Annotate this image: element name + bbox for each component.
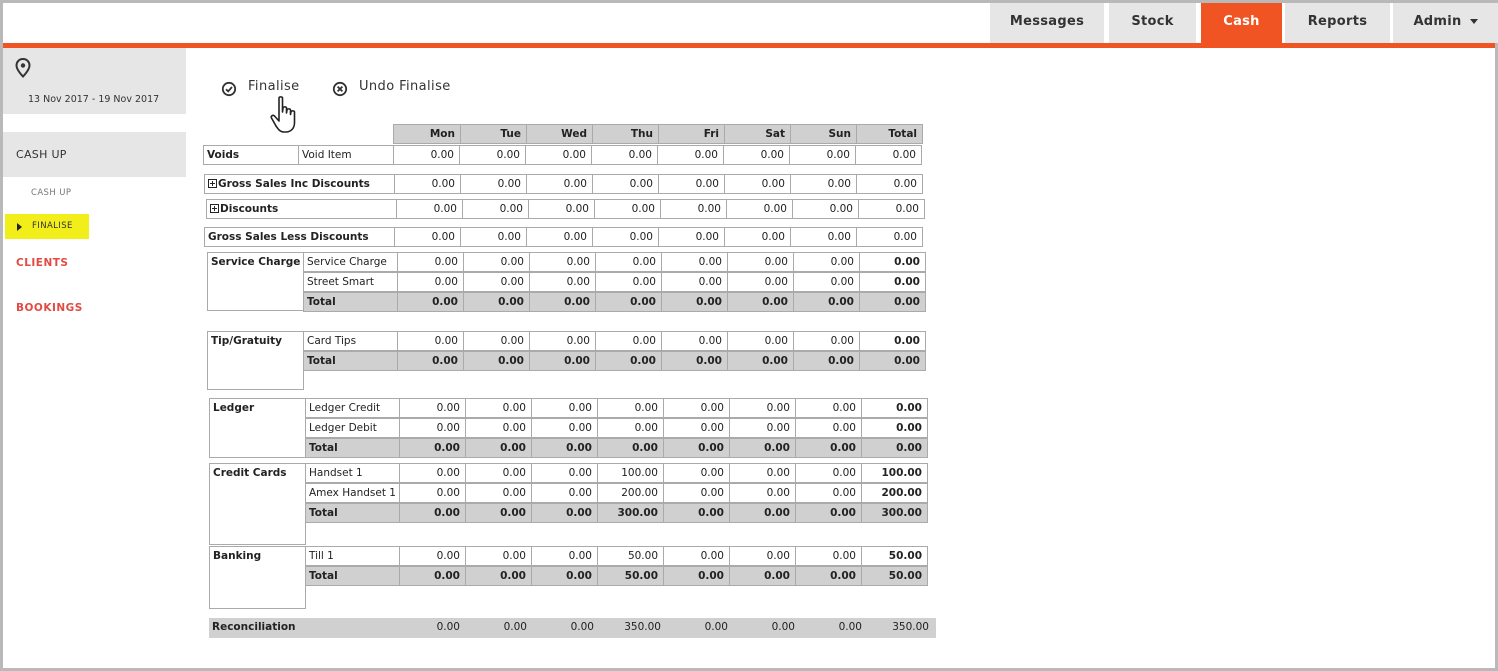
row-value-service-charge-sun: 0.00 bbox=[793, 272, 860, 292]
row-value-credit-cards-wed: 0.00 bbox=[531, 463, 598, 483]
row-value-banking-tue: 0.00 bbox=[465, 566, 532, 586]
row-value-banking-mon: 0.00 bbox=[399, 566, 466, 586]
row-value-tip-gratuity-wed: 0.00 bbox=[529, 331, 596, 351]
nav-reports-button[interactable]: Reports bbox=[1285, 3, 1390, 43]
voids-value-thu: 0.00 bbox=[591, 145, 658, 165]
row-value-credit-cards-fri: 0.00 bbox=[663, 483, 730, 503]
row-value-ledger-tue: 0.00 bbox=[465, 438, 532, 458]
row-value-service-charge-sat: 0.00 bbox=[727, 272, 794, 292]
row-value-credit-cards-total: 100.00 bbox=[861, 463, 928, 483]
sidebar-item-clients[interactable]: CLIENTS bbox=[16, 257, 69, 269]
row-value-banking-fri: 0.00 bbox=[663, 546, 730, 566]
row-value-tip-gratuity-fri: 0.00 bbox=[661, 331, 728, 351]
row-value-banking-sat: 0.00 bbox=[729, 546, 796, 566]
row-value-service-charge-total: 0.00 bbox=[859, 252, 926, 272]
row-label-service-charge: Total bbox=[303, 292, 398, 312]
row-label-service-charge: Service Charge bbox=[303, 252, 398, 272]
undo-finalise-button[interactable] bbox=[332, 79, 451, 94]
row-value-service-charge-total: 0.00 bbox=[859, 292, 926, 312]
group-credit-cards: Credit Cards bbox=[209, 463, 306, 545]
discounts-value-wed: 0.00 bbox=[528, 199, 595, 219]
group-service-charge: Service Charge bbox=[207, 252, 304, 311]
row-value-tip-gratuity-thu: 0.00 bbox=[595, 351, 662, 371]
row-value-tip-gratuity-total: 0.00 bbox=[859, 351, 926, 371]
row-value-service-charge-sat: 0.00 bbox=[727, 252, 794, 272]
date-range: 13 Nov 2017 - 19 Nov 2017 bbox=[28, 94, 160, 105]
row-value-tip-gratuity-sun: 0.00 bbox=[793, 351, 860, 371]
row-value-ledger-total: 0.00 bbox=[861, 398, 928, 418]
chevron-down-icon bbox=[1470, 19, 1478, 24]
gross-sales-less-value-sat: 0.00 bbox=[724, 227, 791, 247]
gross-sales-less-label: Gross Sales Less Discounts bbox=[204, 227, 395, 247]
sidebar-item-finalise-label: FINALISE bbox=[32, 221, 73, 231]
row-value-credit-cards-sat: 0.00 bbox=[729, 483, 796, 503]
row-value-service-charge-tue: 0.00 bbox=[463, 292, 530, 312]
row-value-credit-cards-tue: 0.00 bbox=[465, 503, 532, 523]
voids-value-sun: 0.00 bbox=[789, 145, 856, 165]
top-nav bbox=[3, 3, 1495, 43]
row-label-credit-cards: Total bbox=[305, 503, 400, 523]
voids-value-total: 0.00 bbox=[855, 145, 922, 165]
discounts-value-fri: 0.00 bbox=[660, 199, 727, 219]
reconciliation-value-tue: 0.00 bbox=[503, 621, 527, 633]
nav-cash-button[interactable]: Cash bbox=[1201, 3, 1282, 43]
reconciliation-row bbox=[209, 618, 936, 638]
row-value-credit-cards-total: 200.00 bbox=[861, 483, 928, 503]
row-value-service-charge-sun: 0.00 bbox=[793, 292, 860, 312]
row-value-ledger-tue: 0.00 bbox=[465, 398, 532, 418]
row-value-credit-cards-sun: 0.00 bbox=[795, 463, 862, 483]
nav-admin-dropdown[interactable] bbox=[1393, 3, 1498, 43]
voids-item-label: Void Item bbox=[298, 145, 394, 165]
row-value-ledger-total: 0.00 bbox=[861, 438, 928, 458]
gross-sales-inc-value-sun: 0.00 bbox=[790, 174, 857, 194]
row-value-banking-sun: 0.00 bbox=[795, 566, 862, 586]
expand-plus-icon[interactable] bbox=[210, 204, 219, 213]
row-value-ledger-sat: 0.00 bbox=[729, 418, 796, 438]
row-value-tip-gratuity-tue: 0.00 bbox=[463, 331, 530, 351]
discounts-value-tue: 0.00 bbox=[462, 199, 529, 219]
row-value-ledger-thu: 0.00 bbox=[597, 398, 664, 418]
reconciliation-value-wed: 0.00 bbox=[570, 621, 594, 633]
row-value-credit-cards-tue: 0.00 bbox=[465, 483, 532, 503]
row-label-banking: Total bbox=[305, 566, 400, 586]
row-value-service-charge-sat: 0.00 bbox=[727, 292, 794, 312]
cancel-circle-icon bbox=[332, 81, 348, 101]
row-value-credit-cards-mon: 0.00 bbox=[399, 463, 466, 483]
row-value-ledger-thu: 0.00 bbox=[597, 418, 664, 438]
date-selector[interactable] bbox=[3, 48, 186, 114]
reconciliation-value-mon: 0.00 bbox=[436, 621, 460, 633]
voids-value-fri: 0.00 bbox=[657, 145, 724, 165]
row-value-ledger-fri: 0.00 bbox=[663, 418, 730, 438]
location-pin-icon bbox=[15, 58, 31, 82]
row-value-credit-cards-sun: 0.00 bbox=[795, 483, 862, 503]
row-value-ledger-mon: 0.00 bbox=[399, 398, 466, 418]
row-value-banking-total: 50.00 bbox=[861, 566, 928, 586]
row-value-tip-gratuity-total: 0.00 bbox=[859, 331, 926, 351]
reconciliation-label: Reconciliation bbox=[212, 621, 296, 633]
gross-sales-less-value-sun: 0.00 bbox=[790, 227, 857, 247]
accent-bar bbox=[3, 43, 1495, 48]
undo-finalise-label: Undo Finalise bbox=[359, 79, 451, 94]
row-value-service-charge-wed: 0.00 bbox=[529, 272, 596, 292]
row-value-banking-thu: 50.00 bbox=[597, 566, 664, 586]
row-value-service-charge-mon: 0.00 bbox=[397, 272, 464, 292]
row-value-credit-cards-sun: 0.00 bbox=[795, 503, 862, 523]
row-value-ledger-mon: 0.00 bbox=[399, 438, 466, 458]
column-header-thu: Thu bbox=[592, 124, 659, 144]
row-value-tip-gratuity-mon: 0.00 bbox=[397, 351, 464, 371]
row-value-banking-sat: 0.00 bbox=[729, 566, 796, 586]
row-value-ledger-sun: 0.00 bbox=[795, 398, 862, 418]
row-value-banking-thu: 50.00 bbox=[597, 546, 664, 566]
row-value-service-charge-total: 0.00 bbox=[859, 272, 926, 292]
discounts-value-mon: 0.00 bbox=[396, 199, 463, 219]
row-value-banking-wed: 0.00 bbox=[531, 566, 598, 586]
row-value-credit-cards-thu: 200.00 bbox=[597, 483, 664, 503]
sidebar-item-finalise[interactable] bbox=[5, 214, 89, 239]
row-label-service-charge: Street Smart bbox=[303, 272, 398, 292]
gross-sales-inc-value-tue: 0.00 bbox=[460, 174, 527, 194]
row-value-tip-gratuity-sat: 0.00 bbox=[727, 351, 794, 371]
finalise-label: Finalise bbox=[248, 79, 300, 94]
row-value-ledger-sun: 0.00 bbox=[795, 438, 862, 458]
voids-value-tue: 0.00 bbox=[459, 145, 526, 165]
gross-sales-inc-value-wed: 0.00 bbox=[526, 174, 593, 194]
sidebar-item-cash-up[interactable]: CASH UP bbox=[31, 188, 72, 198]
row-value-ledger-wed: 0.00 bbox=[531, 438, 598, 458]
row-label-credit-cards: Handset 1 bbox=[305, 463, 400, 483]
row-label-ledger: Total bbox=[305, 438, 400, 458]
row-value-banking-total: 50.00 bbox=[861, 546, 928, 566]
row-value-ledger-thu: 0.00 bbox=[597, 438, 664, 458]
row-value-ledger-sat: 0.00 bbox=[729, 438, 796, 458]
row-value-service-charge-tue: 0.00 bbox=[463, 252, 530, 272]
row-value-tip-gratuity-mon: 0.00 bbox=[397, 331, 464, 351]
discounts-label: Discounts bbox=[206, 199, 397, 219]
column-header-sun: Sun bbox=[790, 124, 857, 144]
row-value-banking-tue: 0.00 bbox=[465, 546, 532, 566]
row-value-service-charge-wed: 0.00 bbox=[529, 292, 596, 312]
hand-pointer-icon bbox=[269, 95, 303, 139]
row-label-tip-gratuity: Card Tips bbox=[303, 331, 398, 351]
voids-value-sat: 0.00 bbox=[723, 145, 790, 165]
expand-plus-icon[interactable] bbox=[208, 179, 217, 188]
caret-right-icon bbox=[17, 223, 22, 231]
gross-sales-inc-value-sat: 0.00 bbox=[724, 174, 791, 194]
gross-sales-inc-value-thu: 0.00 bbox=[592, 174, 659, 194]
reconciliation-value-fri: 0.00 bbox=[704, 621, 728, 633]
reconciliation-value-sat: 0.00 bbox=[771, 621, 795, 633]
discounts-value-thu: 0.00 bbox=[594, 199, 661, 219]
column-header-mon: Mon bbox=[393, 124, 461, 144]
row-value-banking-fri: 0.00 bbox=[663, 566, 730, 586]
row-value-banking-mon: 0.00 bbox=[399, 546, 466, 566]
row-value-ledger-wed: 0.00 bbox=[531, 418, 598, 438]
row-label-ledger: Ledger Credit bbox=[305, 398, 400, 418]
row-value-tip-gratuity-sun: 0.00 bbox=[793, 331, 860, 351]
nav-messages-button[interactable]: Messages bbox=[990, 3, 1104, 43]
row-label-banking: Till 1 bbox=[305, 546, 400, 566]
gross-sales-less-value-mon: 0.00 bbox=[394, 227, 461, 247]
row-value-service-charge-fri: 0.00 bbox=[661, 292, 728, 312]
row-value-ledger-fri: 0.00 bbox=[663, 438, 730, 458]
column-header-sat: Sat bbox=[724, 124, 791, 144]
row-value-ledger-sun: 0.00 bbox=[795, 418, 862, 438]
row-value-service-charge-wed: 0.00 bbox=[529, 252, 596, 272]
row-value-credit-cards-wed: 0.00 bbox=[531, 483, 598, 503]
row-value-credit-cards-fri: 0.00 bbox=[663, 463, 730, 483]
row-value-tip-gratuity-thu: 0.00 bbox=[595, 331, 662, 351]
row-value-tip-gratuity-tue: 0.00 bbox=[463, 351, 530, 371]
row-value-credit-cards-thu: 100.00 bbox=[597, 463, 664, 483]
row-value-service-charge-tue: 0.00 bbox=[463, 272, 530, 292]
check-circle-icon bbox=[221, 81, 237, 101]
row-value-service-charge-mon: 0.00 bbox=[397, 292, 464, 312]
gross-sales-less-value-fri: 0.00 bbox=[658, 227, 725, 247]
finalise-button[interactable] bbox=[221, 79, 300, 94]
row-value-banking-wed: 0.00 bbox=[531, 546, 598, 566]
row-value-credit-cards-wed: 0.00 bbox=[531, 503, 598, 523]
row-value-service-charge-thu: 0.00 bbox=[595, 252, 662, 272]
row-label-ledger: Ledger Debit bbox=[305, 418, 400, 438]
row-value-ledger-total: 0.00 bbox=[861, 418, 928, 438]
gross-sales-less-value-thu: 0.00 bbox=[592, 227, 659, 247]
column-header-tue: Tue bbox=[460, 124, 527, 144]
row-value-service-charge-thu: 0.00 bbox=[595, 292, 662, 312]
row-value-tip-gratuity-sat: 0.00 bbox=[727, 331, 794, 351]
sidebar-item-bookings[interactable]: BOOKINGS bbox=[16, 302, 83, 314]
gross-sales-inc-value-total: 0.00 bbox=[856, 174, 923, 194]
row-value-credit-cards-sat: 0.00 bbox=[729, 463, 796, 483]
row-value-service-charge-mon: 0.00 bbox=[397, 252, 464, 272]
gross-sales-inc-value-mon: 0.00 bbox=[394, 174, 461, 194]
gross-sales-less-value-wed: 0.00 bbox=[526, 227, 593, 247]
row-value-credit-cards-mon: 0.00 bbox=[399, 503, 466, 523]
column-header-wed: Wed bbox=[526, 124, 593, 144]
row-value-credit-cards-thu: 300.00 bbox=[597, 503, 664, 523]
row-value-credit-cards-sat: 0.00 bbox=[729, 503, 796, 523]
row-value-banking-sun: 0.00 bbox=[795, 546, 862, 566]
reconciliation-value-total: 350.00 bbox=[892, 621, 929, 633]
row-value-service-charge-fri: 0.00 bbox=[661, 252, 728, 272]
row-value-credit-cards-tue: 0.00 bbox=[465, 463, 532, 483]
row-value-ledger-fri: 0.00 bbox=[663, 398, 730, 418]
column-header-fri: Fri bbox=[658, 124, 725, 144]
row-value-ledger-sat: 0.00 bbox=[729, 398, 796, 418]
reconciliation-value-sun: 0.00 bbox=[838, 621, 862, 633]
group-ledger: Ledger bbox=[209, 398, 306, 458]
nav-admin-label: Admin bbox=[1413, 14, 1462, 29]
gross-sales-inc-value-fri: 0.00 bbox=[658, 174, 725, 194]
row-value-credit-cards-total: 300.00 bbox=[861, 503, 928, 523]
voids-value-wed: 0.00 bbox=[525, 145, 592, 165]
discounts-value-total: 0.00 bbox=[858, 199, 925, 219]
sidebar-section-cash-up[interactable]: CASH UP bbox=[3, 132, 186, 177]
group-banking: Banking bbox=[209, 546, 306, 609]
row-value-service-charge-fri: 0.00 bbox=[661, 272, 728, 292]
row-value-tip-gratuity-fri: 0.00 bbox=[661, 351, 728, 371]
group-tip-gratuity: Tip/Gratuity bbox=[207, 331, 304, 390]
row-value-credit-cards-fri: 0.00 bbox=[663, 503, 730, 523]
row-label-credit-cards: Amex Handset 1 bbox=[305, 483, 400, 503]
gross-sales-inc-label: Gross Sales Inc Discounts bbox=[204, 174, 395, 194]
voids-label: Voids bbox=[203, 145, 299, 165]
reconciliation-value-thu: 350.00 bbox=[624, 621, 661, 633]
discounts-value-sat: 0.00 bbox=[726, 199, 793, 219]
nav-stock-button[interactable]: Stock bbox=[1109, 3, 1196, 43]
row-value-service-charge-thu: 0.00 bbox=[595, 272, 662, 292]
row-value-service-charge-sun: 0.00 bbox=[793, 252, 860, 272]
row-value-ledger-wed: 0.00 bbox=[531, 398, 598, 418]
gross-sales-less-value-total: 0.00 bbox=[856, 227, 923, 247]
row-label-tip-gratuity: Total bbox=[303, 351, 398, 371]
voids-value-mon: 0.00 bbox=[393, 145, 460, 165]
column-header-total: Total bbox=[856, 124, 923, 144]
gross-sales-less-value-tue: 0.00 bbox=[460, 227, 527, 247]
row-value-ledger-tue: 0.00 bbox=[465, 418, 532, 438]
row-value-tip-gratuity-wed: 0.00 bbox=[529, 351, 596, 371]
row-value-ledger-mon: 0.00 bbox=[399, 418, 466, 438]
discounts-value-sun: 0.00 bbox=[792, 199, 859, 219]
row-value-credit-cards-mon: 0.00 bbox=[399, 483, 466, 503]
